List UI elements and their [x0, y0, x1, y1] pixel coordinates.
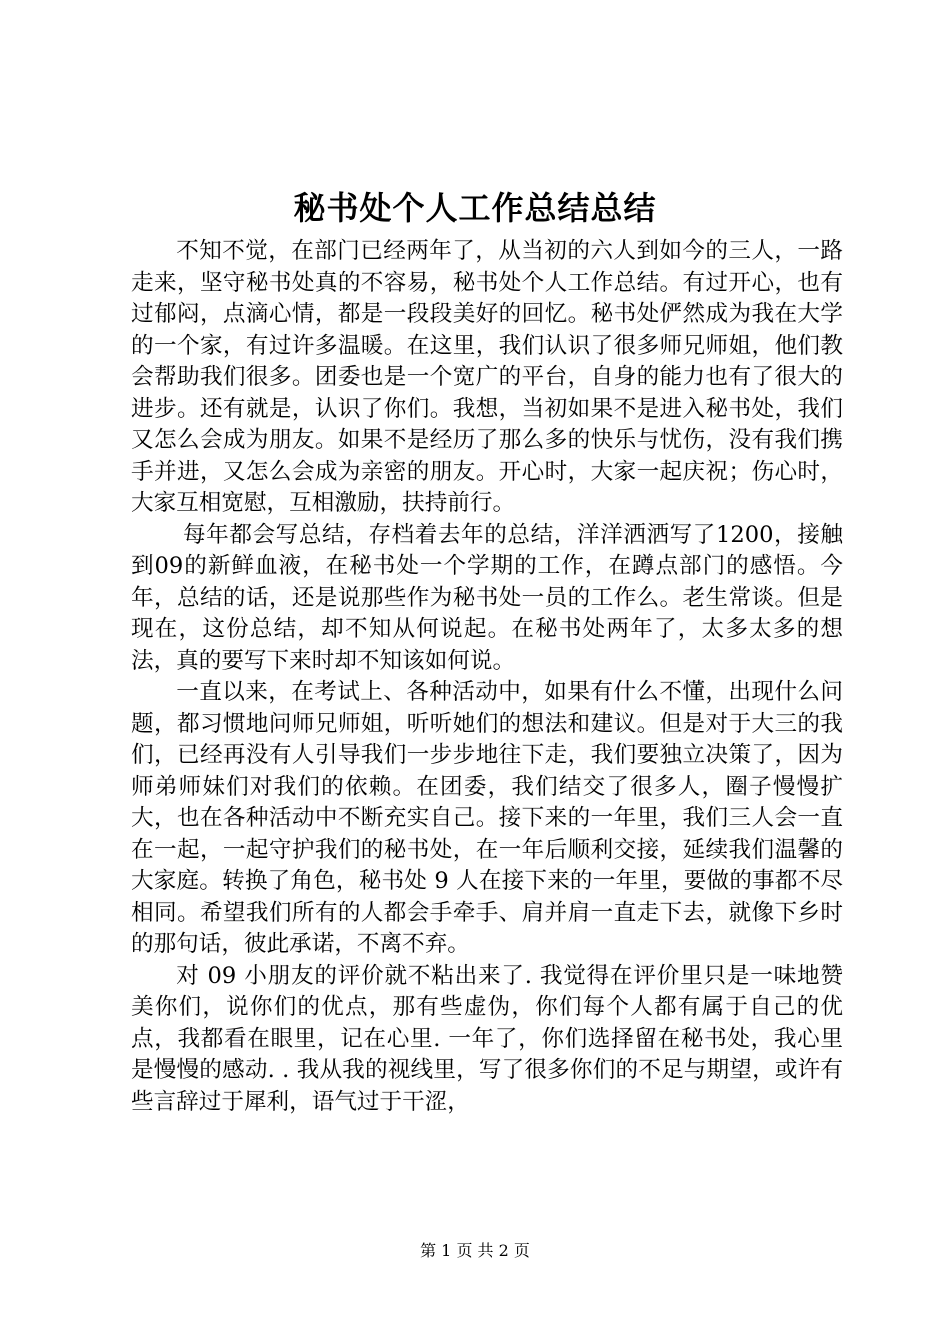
paragraph-2: 每年都会写总结，存档着去年的总结，洋洋洒洒写了1200，接触到09的新鲜血液，在秘书处一个学期的工作，在蹲点部门的感悟。今年，总结的话，还是说那些作为秘书处一员的工作么。老生常谈。但是现在，这份总结，却不知从何说起。在秘书处两年了，太多太多的想法，真的要写下来时却不知该如何说。	[131, 521, 843, 674]
document-title: 秘书处个人工作总结总结	[293, 189, 657, 227]
document-body	[131, 236, 843, 1118]
page-number-footer: 第 1 页 共 2 页	[420, 1241, 530, 1260]
paragraph-4: 对 09 小朋友的评价就不粘出来了. 我觉得在评价里只是一味地赞美你们，说你们的优点，那有些虚伪，你们每个人都有属于自己的优点，我都看在眼里，记在心里. 一年了，你们选择留在秘书处，我心里是慢慢的感动. . 我从我的视线里，写了很多你们的不足与期望，或许有些言辞过于犀利，语气过于干涩，	[131, 962, 843, 1115]
paragraph-3: 一直以来，在考试上、各种活动中，如果有什么不懂，出现什么问题，都习惯地问师兄师姐，听听她们的想法和建议。但是对于大三的我们，已经再没有人引导我们一步步地往下走，我们要独立决策了，因为师弟师妹们对我们的依赖。在团委，我们结交了很多人，圈子慢慢扩大，也在各种活动中不断充实自己。接下来的一年里，我们三人会一直在一起，一起守护我们的秘书处，在一年后顺利交接，延续我们温馨的大家庭。转换了角色，秘书处 9 人在接下来的一年里，要做的事都不尽相同。希望我们所有的人都会手牵手、肩并肩一直走下去，就像下乡时的那句话，彼此承诺，不离不弃。	[131, 679, 843, 957]
paragraph-1: 不知不觉，在部门已经两年了，从当初的六人到如今的三人，一路走来，坚守秘书处真的不容易，秘书处个人工作总结。有过开心，也有过郁闷，点滴心情，都是一段段美好的回忆。秘书处俨然成为我在大学的一个家，有过许多温暖。在这里，我们认识了很多师兄师姐，他们教会帮助我们很多。团委也是一个宽广的平台，自身的能力也有了很大的进步。还有就是，认识了你们。我想，当初如果不是进入秘书处，我们又怎么会成为朋友。如果不是经历了那么多的快乐与忧伤，没有我们携手并进，又怎么会成为亲密的朋友。开心时，大家一起庆祝；伤心时，大家互相宽慰，互相激励，扶持前行。	[131, 238, 843, 516]
